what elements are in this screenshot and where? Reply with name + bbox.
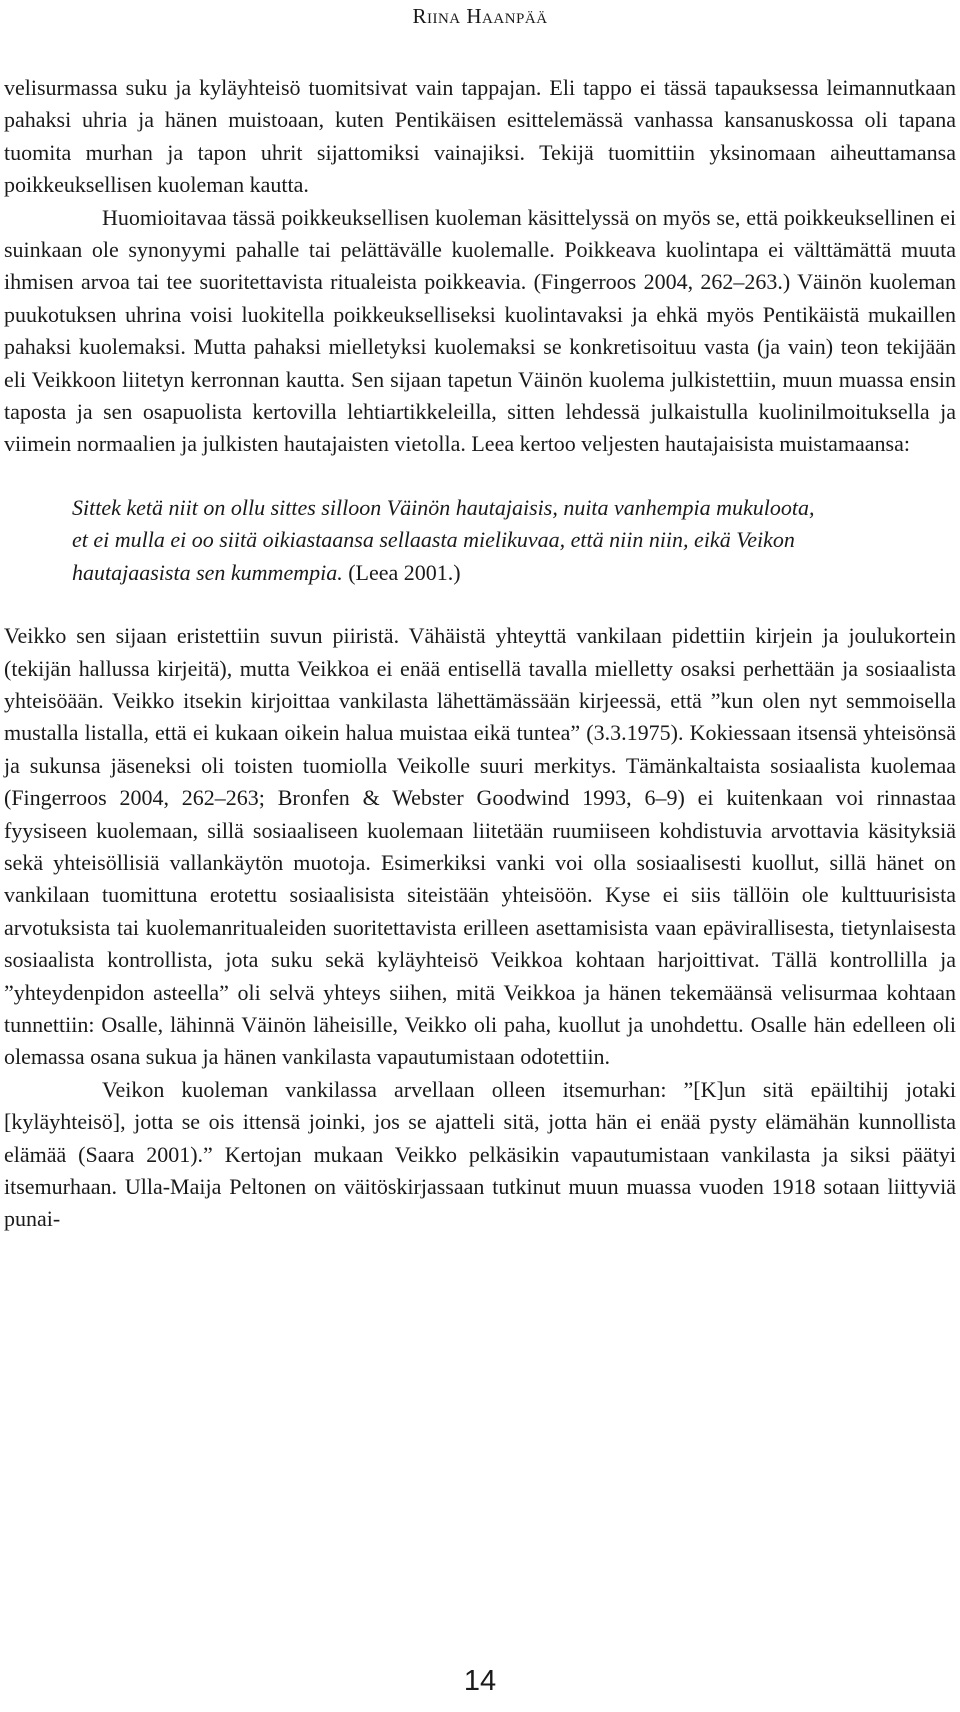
paragraph: Huomioitavaa tässä poikkeuksellisen kuoleman käsittelyssä on myös se, että poikkeuksellinen ei suinkaan ole synonyymi pahalle tai pelättävälle kuolemalle. Poikkeava kuolintapa ei välttämättä muuta ihmisen arvoa tai tee suoritettavista ritualeista poikkeavia. (Fingerroos 2004, 262–263.) Väinön kuoleman puukotuksen uhrina voisi luokitella poikkeukselliseksi kuolintavaksi ja ehkä myös Pentikäistä mukaillen pahaksi kuolemaksi. Mutta pahaksi mielletyksi kuolemaksi se konkretisoituu vasta (ja vain) teon tekijään eli Veikkoon liitetyn kerronnan kautta. Sen sijaan tapetun Väinön kuolema julkistettiin, muun muassa ensin taposta ja sen osapuolista kertovilla lehtiartikkeleilla, sitten lehdessä julkaistulla kuolinilmoituksella ja viimein normaalien ja julkisten hautajaisten vietolla. Leea kertoo veljesten hautajaisista muistamaansa: xyxy=(4,204,956,457)
paragraph: Veikko sen sijaan eristettiin suvun piiristä. Vähäistä yhteyttä vankilaan pidettiin kirjein ja joulukortein (tekijän hallussa kirjeitä), mutta Veikkoa ei enää entisellä tavalla mielletty osaksi perhettään ja sosiaalista yhteisöään. Veikko itsekin kirjoittaa vankilasta lähettämässään kirjeessä, että ”kun olen nyt semmoisella mustalla listalla, että ei kukaan oikein halua muistaa eikä tuntea” (3.3.1975). Kokiessaan itsensä yhteisönsä ja sukunsa jäseneksi oli toisten tuomiolla Veikolle suuri merkitys. Tämänkaltaista sosiaalista kuolemaa (Fingerroos 2004, 262–263; Bronfen & Webster Goodwind 1993, 6–9) ei kuitenkaan voi rinnastaa fyysiseen kuolemaan, sillä sosiaaliseen kuolemaan liitetään ruumiiseen kohdistuvia arvottavia käsityksiä sekä yhteisöllisiä vallankäytön muotoja. Esimerkiksi vanki voi olla sosiaalisesti kuollut, sillä hänet on vankilaan tuomittuna erotettu sosiaalisista siteistään yhteisöön. Kyse ei siis tällöin ole kulttuurisista arvotuksista tai kuolemanritualeiden suoritettavista erilleen asettamisista vaan epävirallisesta, tietynlaisesta sosiaalista kontrollista, jota suku sekä kyläyhteisö Veikkoa kohtaan harjoittivat. Tällä kontrollilla ja ”yhteydenpidon asteella” oli selvä yhteys siihen, mitä Veikkoa ja hänen tekemäänsä velisurmaa kohtaan tunnettiin: Osalle, lähinnä Väinön läheisille, Veikko oli paha, kuollut ja unohdettu. Osalle hän edelleen oli olemassa osana sukua ja hänen vankilasta vapautumistaan odotettiin. xyxy=(4,623,956,1070)
body-text xyxy=(4,72,956,1236)
block-quote xyxy=(72,492,832,589)
quote-text: Sittek ketä niit on ollu sittes silloon Väinön hautajaisis, nuita vanhempia mukuloota, et ei mulla ei oo siitä oikiastaansa sellaasta mielikuvaa, että niin niin, eikä Veikon hautajaasista sen kummempia. xyxy=(72,494,815,585)
page-number: 14 xyxy=(463,1665,497,1697)
running-head: Riina Haanpää xyxy=(412,4,548,28)
quote-citation: (Leea 2001.) xyxy=(342,559,461,585)
paragraph: velisurmassa suku ja kyläyhteisö tuomitsivat vain tappajan. Eli tappo ei tässä tapauksessa leimannutkaan pahaksi uhria ja hänen muistoaan, kuten Pentikäisen esittelemässä vanhassa kansanuskossa oli tapana tuomita murhan ja tapon uhrit sijattomiksi vainajiksi. Tekijä tuomittiin yksinomaan aiheuttamansa poikkeuksellisen kuoleman kautta. xyxy=(4,75,956,198)
paragraph: Veikon kuoleman vankilassa arvellaan olleen itsemurhan: ”[K]un sitä epäiltihij jotaki [kyläyhteisö], jotta se ois ittensä joinki, jos se ajatteli sitä, jotta hän ei enää pysty elämähän kunnollista elämää (Saara 2001).” Kertojan mukaan Veikko pelkäsikin vapautumistaan vankilasta ja siksi päätyi itsemurhaan. Ulla-Maija Peltonen on väitöskirjassaan tutkinut muun muassa vuoden 1918 sotaan liittyviä punai- xyxy=(4,1076,956,1232)
